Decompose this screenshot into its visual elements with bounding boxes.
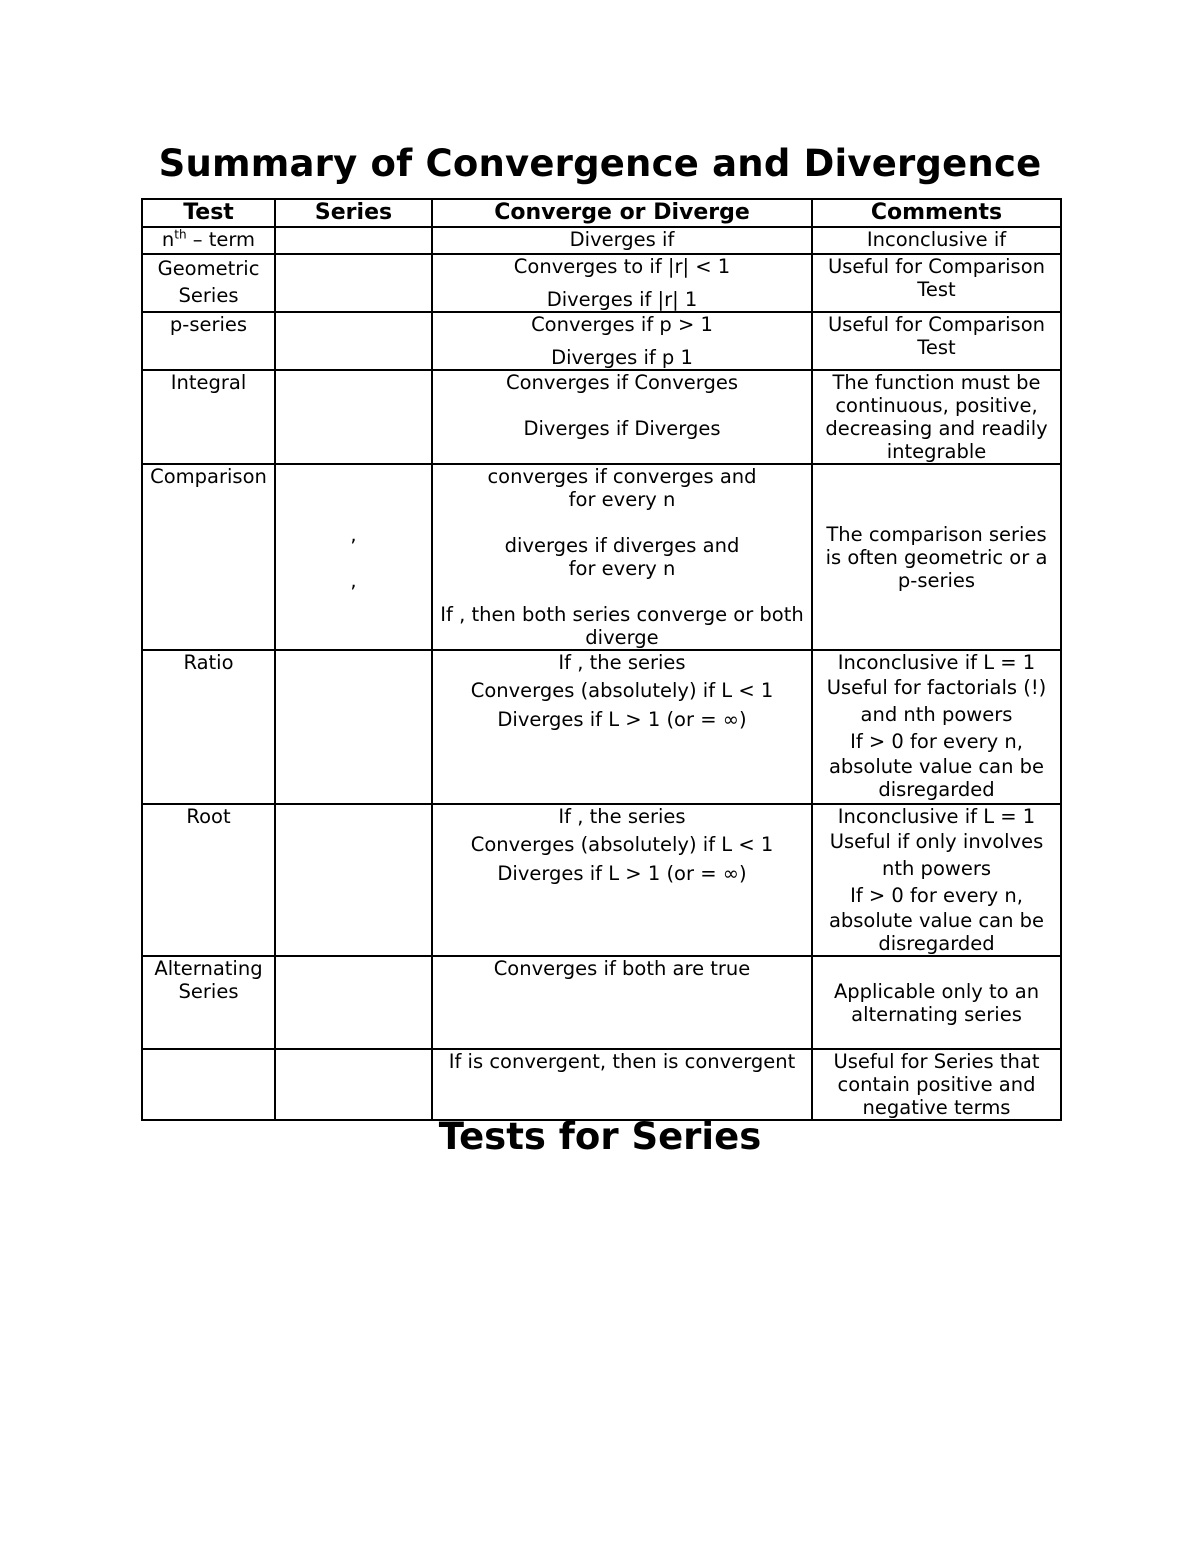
footer-title: Tests for Series (438, 1115, 762, 1158)
comment-text: Inconclusive if L = 1 (837, 805, 1036, 828)
comment-text: Inconclusive if (866, 228, 1007, 251)
comment-text: Inconclusive if L = 1 (837, 651, 1036, 674)
converge-text: Converges (absolutely) if L < 1 (470, 833, 774, 856)
converge-cell (432, 1049, 812, 1120)
converge-text: If , the series (558, 805, 686, 828)
comment-text: absolute value can be (828, 755, 1045, 778)
converge-cell (432, 464, 812, 650)
comment-cell (812, 464, 1061, 650)
converge-text: If , the series (558, 651, 686, 674)
converge-cell (432, 804, 812, 956)
test-name-nth-term (142, 227, 275, 254)
comment-cell (812, 804, 1061, 956)
comment-text: If > 0 for every n, (850, 730, 1023, 753)
header-converge-or-diverge: Converge or Diverge (432, 199, 812, 227)
test-name-root: Root (142, 804, 275, 956)
comment-text: nth powers (882, 857, 991, 880)
converge-cell (432, 227, 812, 254)
test-name-p-series: p-series (142, 312, 275, 370)
series-cell (275, 312, 432, 370)
test-name-ratio: Ratio (142, 650, 275, 804)
diverge-text: Diverges if p 1 (551, 346, 693, 369)
diverge-text: Diverges if |r| 1 (546, 288, 698, 311)
series-cell (275, 650, 432, 804)
table-row (142, 227, 1061, 254)
comment-text: and nth powers (860, 703, 1013, 726)
comment-cell (812, 370, 1061, 464)
series-cell (275, 370, 432, 464)
table-row (142, 1049, 1061, 1120)
test-name-geometric: Geometric Series (142, 254, 275, 312)
converge-text: Converges if p > 1 (531, 313, 713, 336)
converge-cell (432, 370, 812, 464)
table-header-row (142, 199, 1061, 227)
comment-text: Useful for factorials (!) (826, 676, 1047, 699)
converge-text: If is convergent, then is convergent (448, 1050, 796, 1073)
series-cell (275, 254, 432, 312)
comment-cell (812, 956, 1061, 1049)
converge-text: Converges (absolutely) if L < 1 (470, 679, 774, 702)
converge-text: Converges to if |r| < 1 (513, 255, 731, 278)
nth-base: n (161, 228, 175, 251)
test-name-alternating: Alternating Series (142, 956, 275, 1049)
converge-cell (432, 956, 812, 1049)
comment-text: Useful for Comparison Test (827, 255, 1046, 301)
series-cell (275, 804, 432, 956)
table-row (142, 650, 1061, 804)
test-name-comparison: Comparison (142, 464, 275, 650)
converge-cell (432, 312, 812, 370)
convergence-table (141, 198, 1062, 1121)
table-row (142, 956, 1061, 1049)
diverge-text: Diverges if Diverges (523, 417, 721, 440)
converge-cell (432, 254, 812, 312)
comment-text: Useful for Comparison Test (827, 313, 1046, 359)
table-row (142, 312, 1061, 370)
comment-cell (812, 227, 1061, 254)
comment-text: Useful for Series that contain positive and negative terms (833, 1050, 1040, 1119)
converge-text: converges if converges and (487, 465, 757, 488)
converge-text: for every n (568, 488, 676, 511)
series-cell (275, 956, 432, 1049)
comment-text: disregarded (878, 778, 995, 801)
comment-text: Applicable only to an alternating series (833, 979, 1040, 1026)
comment-text: If > 0 for every n, (850, 884, 1023, 907)
nth-superscript: th (174, 227, 187, 242)
series-cell (275, 464, 432, 650)
comment-text: disregarded (878, 932, 995, 955)
converge-text: Converges if both are true (493, 957, 751, 980)
comment-text: The function must be continuous, positive, decreasing and readily integrable (825, 371, 1048, 463)
table-row (142, 370, 1061, 464)
diverge-text: Diverges if L > 1 (or = ∞) (497, 862, 747, 885)
comment-cell (812, 254, 1061, 312)
table-row (142, 464, 1061, 650)
series-cell (275, 1049, 432, 1120)
diverge-text: diverges if diverges and (504, 534, 740, 557)
series-cell (275, 227, 432, 254)
comment-text: The comparison series is often geometric or a p-series (825, 522, 1048, 592)
diverge-text: Diverges if L > 1 (or = ∞) (497, 708, 747, 731)
series-text: , (350, 568, 357, 592)
header-series: Series (275, 199, 432, 227)
diverge-text: for every n (568, 557, 676, 580)
comment-text: Useful if only involves (829, 830, 1044, 853)
series-text: , (350, 522, 357, 546)
table-row (142, 254, 1061, 312)
limit-text: If , then both series converge or both diverge (440, 603, 804, 649)
test-name-integral: Integral (142, 370, 275, 464)
converge-text: Converges if Converges (506, 371, 738, 394)
converge-text: Diverges if (569, 228, 675, 251)
nth-rest: – term (186, 228, 256, 251)
converge-cell (432, 650, 812, 804)
table-row (142, 804, 1061, 956)
comment-cell (812, 312, 1061, 370)
test-name-absolute (142, 1049, 275, 1120)
page-title: Summary of Convergence and Divergence (158, 142, 1042, 185)
comment-cell (812, 1049, 1061, 1120)
comment-text: absolute value can be (828, 909, 1045, 932)
header-comments: Comments (812, 199, 1061, 227)
header-test: Test (142, 199, 275, 227)
comment-cell (812, 650, 1061, 804)
